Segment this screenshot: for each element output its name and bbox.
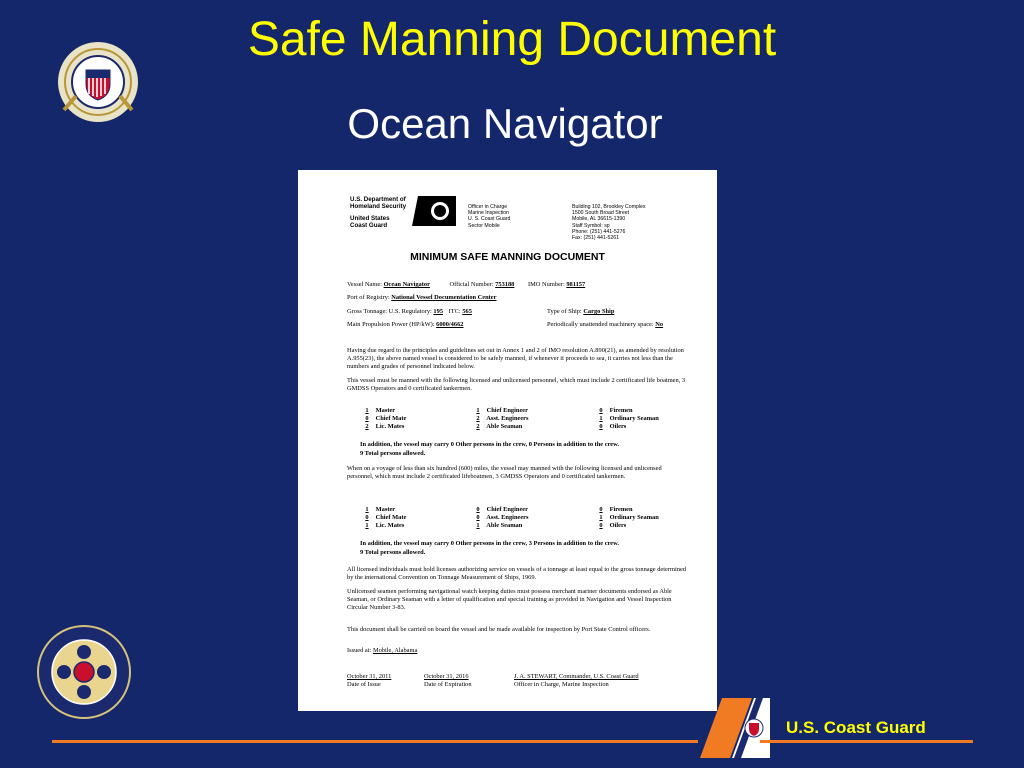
crew-count: 0 [599,423,603,431]
paragraph-carry: This document shall be carried on board the vessel and be made available for inspection by Port State Control officers. [347,626,651,633]
crew-role: Firemen [609,407,633,414]
document-title: MINIMUM SAFE MANNING DOCUMENT [410,251,605,263]
field-label: Type of Ship: [547,308,582,315]
crew-count: 1 [476,522,480,530]
crew-table [360,407,690,433]
addition-text: In addition, the vessel may carry 0 Other persons in the crew, 3 Persons in addition to the crew. [360,540,619,547]
crew-entry [360,522,470,530]
officer-name: J. A. STEWART, Commander, U.S. Coast Guard [514,673,639,680]
expiration-date-label: Date of Expiration [424,681,472,689]
crew-entry [471,415,581,423]
office-block [468,204,558,229]
crew-role: Master [375,407,396,414]
address-line: Mobile, AL 36615-1390 [572,216,626,223]
office-line: Marine Inspection [468,210,509,217]
slide-title: Safe Manning Document [247,13,777,66]
total-persons: 9 Total persons allowed. [360,549,426,556]
crew-count: 1 [365,506,369,513]
dept-line: Homeland Security [350,203,407,210]
field-label: IMO Number: [527,281,565,288]
crew-count: 0 [599,522,603,530]
field-label: Port of Registry: [347,294,390,301]
crew-column [594,407,704,432]
crew-role: Chief Mate [375,514,407,522]
dhs-flag-icon [412,196,456,226]
official-number: 753188 [495,281,515,288]
crew-count: 1 [599,514,603,522]
crew-count: 0 [476,506,480,513]
crew-column [594,506,704,531]
crew-entry [471,522,581,530]
slide-subtitle: Ocean Navigator [347,100,663,147]
document-letterhead [350,196,690,242]
footer-rule-left [52,740,698,743]
office-line: U. S. Coast Guard [468,216,511,223]
ship-type: Cargo Ship [583,308,615,315]
crew-role: Chief Engineer [486,407,528,414]
issue-date-block [347,673,391,689]
uscg-line: United States [350,215,390,222]
paragraph-licenses: All licensed individuals must hold licenses authorizing service on vessels of a tonnage at least equal to the gross tonnage determined by the international Convention on Tonnage Measurement of Ships, 1969. [347,566,686,582]
crew-entry [360,506,470,514]
ship-type-row [547,308,614,316]
crew-role: Asst. Engineers [486,514,529,522]
office-line: Sector Mobile [468,222,500,229]
crew-entry [471,423,581,431]
crew-table [360,506,690,532]
crew-entry [594,423,704,431]
crew-entry [471,407,581,415]
crew-entry [360,415,470,423]
expiration-date-block [424,673,472,689]
crew-entry [594,415,704,423]
crew-role: Able Seaman [486,522,523,530]
paragraph-short-voyage: When on a voyage of less than six hundred (600) miles, the vessel may manned with the following licensed and unlicensed personnel, which must include 2 certificated lifeboatmen, 3 GMDSS Operators and 0 certificated tankermen. [347,465,662,481]
crew-entry [360,514,470,522]
address-line: Phone: (251) 441-5276 [572,228,626,235]
field-label: Periodically unattended machinery space: [547,321,654,328]
crew-count: 1 [365,407,369,414]
port-row [347,294,496,302]
crew-column [360,506,470,531]
unattended-row [547,321,663,329]
tonnage-row [347,308,472,316]
crew-count: 0 [365,514,369,522]
crew-role: Lic. Mates [375,423,405,431]
field-label: Main Propulsion Power (HP/kW): [347,321,435,328]
address-line: Building 102, Brookley Complex [572,204,646,210]
address-line: Fax: (251) 441-5261 [572,235,620,242]
field-label: Gross Tonnage: U.S. Regulatory: [347,308,432,315]
paragraph-manning: This vessel must be manned with the following licensed and unlicensed personnel, which must include 2 certificated life boatmen, 3 GMDSS Operators and 0 certificated tankermen. [347,377,686,393]
crew-count: 0 [599,407,603,414]
crew-role: Ordinary Seaman [609,415,659,423]
address-line: 1500 South Broad Street [572,210,630,217]
footer-rule-right [760,740,973,743]
gross-tonnage-us: 195 [433,308,444,315]
port-of-registry: National Vessel Documentation Center [391,294,497,301]
crew-entry [360,423,470,431]
officer-title: Officer in Charge, Marine Inspection [514,681,609,689]
crew-count: 0 [599,506,603,513]
crew-role: Master [375,506,396,513]
crew-role: Oilers [609,423,627,431]
crew-column [471,407,581,432]
issue-date-label: Date of Issue [347,681,381,689]
coast-guard-stripe-icon [700,698,770,758]
crew-entry [594,522,704,530]
imo-number: 981157 [566,281,586,288]
field-label: Issued at: [347,647,372,654]
crew-column [360,407,470,432]
crew-entry [594,407,704,415]
field-label: ITC: [448,308,461,315]
paragraph-unlicensed: Unlicensed seamen performing navigational watch keeping duties must possess merchant mariner documents endorsed as Able Seaman, or Ordinary Seaman with a letter of qualification and special training as provided in Navigation and Vessel Inspection Circular Number 3-83. [347,588,672,612]
crew-entry [594,514,704,522]
crew-role: Firemen [609,506,633,513]
issued-at: Mobile, Alabama [372,647,418,654]
marine-inspection-school-seal-icon [36,624,132,720]
issued-at-row [347,647,417,655]
propulsion-power: 6000/4662 [436,321,464,328]
paragraph-principles: Having due regard to the principles and guidelines set out in Annex 1 and 2 of IMO resolution A.890(21), as amended by resolution A.955(23), the above named vessel is considered to be safely manned, if whenever it proceeds to sea, it carries not less than the numbers and grades of personnel indicated below. [347,347,684,371]
crew-role: Ordinary Seaman [609,514,659,522]
crew-entry [360,407,470,415]
address-line: Staff Symbol: sp [572,222,610,229]
crew-role: Able Seaman [486,423,523,431]
safe-manning-document [298,170,717,711]
crew-role: Asst. Engineers [486,415,529,423]
field-label: Vessel Name: [347,281,382,288]
crew-role: Chief Mate [375,415,407,423]
crew-count: 2 [476,423,480,431]
office-line: Officer in Charge [468,204,508,210]
coast-guard-seal-icon [56,40,140,124]
total-persons: 9 Total persons allowed. [360,450,426,457]
gross-tonnage-itc: 565 [462,308,472,315]
uscg-line: Coast Guard [350,222,388,229]
vessel-name: Ocean Navigator [383,281,430,288]
address-block [572,204,692,241]
footer-label: U.S. Coast Guard [786,718,926,737]
power-row [347,321,463,329]
crew-count: 0 [476,514,480,522]
crew-count: 2 [365,423,369,431]
issue-date: October 31, 2011 [347,673,392,680]
officer-block [514,673,639,689]
crew-count: 1 [476,407,480,414]
crew-role: Chief Engineer [486,506,528,513]
crew-count: 0 [365,415,369,423]
dept-line: U.S. Department of [350,196,406,203]
crew-role: Lic. Mates [375,522,405,530]
expiration-date: October 31, 2016 [424,673,469,680]
unattended-machinery: No [655,321,664,328]
crew-count: 1 [599,415,603,423]
crew-entry [471,514,581,522]
crew-count: 1 [365,522,369,530]
crew-entry [471,506,581,514]
addition-text: In addition, the vessel may carry 0 Other persons in the crew, 0 Persons in addition to the crew. [360,441,619,448]
crew-role: Oilers [609,522,627,530]
crew-entry [594,506,704,514]
crew-count: 2 [476,415,480,423]
crew-column [471,506,581,531]
field-label: Official Number: [449,281,494,288]
vessel-name-row [347,281,585,289]
